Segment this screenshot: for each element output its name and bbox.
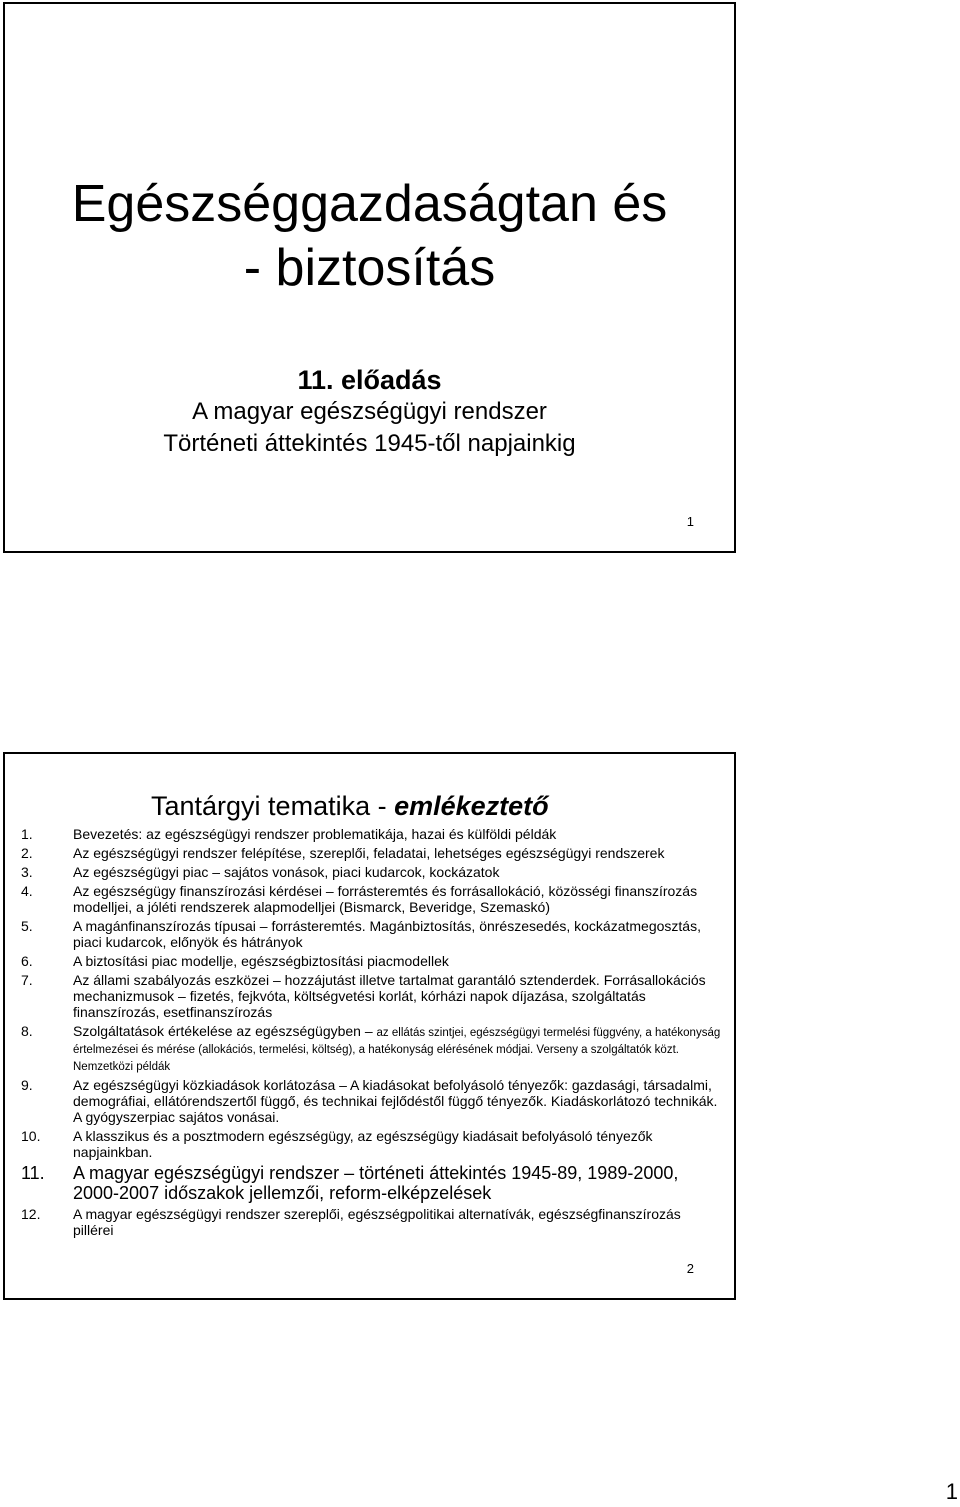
topic-item — [21, 864, 721, 880]
topic-number: 3. — [21, 864, 33, 880]
topic-main-text: Az egészségügyi rendszer felépítése, szereplői, feladatai, lehetséges egészségügyi rendszerek — [73, 845, 665, 861]
topic-text — [73, 1077, 721, 1125]
topic-item — [21, 1163, 721, 1203]
topic-item — [21, 918, 721, 950]
title-line-2: - biztosítás — [243, 239, 496, 297]
topic-item — [21, 1077, 721, 1125]
topic-main-text: A magyar egészségügyi rendszer – történeti áttekintés 1945-89, 1989-2000, 2000-2007 időszakok jellemzői, reform-elképzelések — [73, 1163, 679, 1203]
topic-number: 5. — [21, 918, 33, 934]
slide-1-subtitle — [5, 364, 734, 460]
topic-number: 8. — [21, 1023, 33, 1039]
topic-main-text: A klasszikus és a posztmodern egészségügy, az egészségügy kiadásait befolyásoló tényezők napjainkban. — [73, 1128, 653, 1160]
topic-item — [21, 845, 721, 861]
topic-item — [21, 826, 721, 842]
topic-number: 1. — [21, 826, 33, 842]
topic-main-text: A magyar egészségügyi rendszer szereplői, egészségpolitikai alternatívák, egészségfinanszírozás pillérei — [73, 1206, 681, 1238]
topic-main-text: A magánfinanszírozás típusai – forrásteremtés. Magánbiztosítás, önrészesedés, kockázatmegosztás, piaci kudarcok, előnyök és hátrányok — [73, 918, 701, 950]
topic-list — [21, 826, 721, 1241]
topic-item — [21, 953, 721, 969]
subtitle-line-2: Történeti áttekintés 1945-től napjainkig — [163, 430, 576, 457]
slide-2 — [3, 752, 736, 1300]
slide-2-number: 2 — [686, 1261, 694, 1276]
topic-item — [21, 1023, 721, 1074]
page-number: 1 — [945, 1479, 958, 1504]
topic-main-text: Az állami szabályozás eszközei – hozzájutást illetve tartalmat garantáló sztenderdek. Forrásallokációs mechanizmusok – fizetés, fejkvóta, költségvetési korlát, kórházi napok díjazása, szolgáltatás finanszírozás, esetfinanszírozás — [73, 972, 706, 1020]
topic-text — [73, 1163, 721, 1203]
topic-number: 2. — [21, 845, 33, 861]
slide-1-title — [5, 172, 734, 300]
title-line-1: Egészséggazdaságtan és — [71, 175, 668, 233]
topic-number: 7. — [21, 972, 33, 988]
topic-text — [73, 826, 721, 842]
topic-number: 11. — [21, 1163, 45, 1183]
topic-text — [73, 864, 721, 880]
topic-main-text: A biztosítási piac modellje, egészségbiztosítási piacmodellek — [73, 953, 449, 969]
topic-number: 12. — [21, 1206, 41, 1222]
topic-item — [21, 883, 721, 915]
lecture-number: 11. előadás — [297, 365, 442, 395]
topic-main-text: Az egészségügy finanszírozási kérdései – forrásteremtés és forrásallokáció, közösségi finanszírozás modelljei, a jóléti rendszerek alapmodelljei (Bismarck, Beveridge, Szemaskó) — [73, 883, 698, 915]
topic-main-text: Az egészségügyi közkiadások korlátozása – A kiadásokat befolyásoló tényezők: gazdasági, társadalmi, demográfiai, ellátórendszertől függő, és technikai fejlődéstől függő tényezők. Kiadáskorlátozó technikák. A gyógyszerpiac sajátos vonásai. — [73, 1077, 718, 1125]
topic-item — [21, 1128, 721, 1160]
topic-item — [21, 972, 721, 1020]
slide-1 — [3, 2, 736, 553]
topic-text — [73, 1206, 721, 1238]
topic-item — [21, 1206, 721, 1238]
topic-main-text: Bevezetés: az egészségügyi rendszer problematikája, hazai és külföldi példák — [73, 826, 557, 842]
slide-1-number: 1 — [686, 514, 694, 529]
topic-number: 10. — [21, 1128, 41, 1144]
topic-text — [73, 883, 721, 915]
topic-text — [73, 1023, 721, 1074]
topic-text — [73, 972, 721, 1020]
topic-number: 6. — [21, 953, 33, 969]
topic-text — [73, 845, 721, 861]
topic-main-text: Az egészségügyi piac – sajátos vonások, piaci kudarcok, kockázatok — [73, 864, 500, 880]
topic-text — [73, 1128, 721, 1160]
title-plain: Tantárgyi tematika - — [151, 791, 395, 821]
subtitle-line-1: A magyar egészségügyi rendszer — [192, 398, 547, 425]
topic-number: 9. — [21, 1077, 33, 1093]
topic-main-text: Szolgáltatások értékelése az egészségügyben – — [73, 1023, 377, 1039]
topic-text — [73, 918, 721, 950]
topic-detail-text: az ellátás szintjei, egészségügyi termelési függvény, a hatékonyság értelmezései és mérése (allokációs, termelési, költség), a hatékonyság elérésének módjai. Verseny a szolgáltatók közt. Nemzetközi példák — [73, 1027, 721, 1073]
slide-2-title — [151, 790, 549, 822]
topic-text — [73, 953, 721, 969]
title-emphasis: emlékeztető — [394, 791, 549, 821]
topic-number: 4. — [21, 883, 33, 899]
